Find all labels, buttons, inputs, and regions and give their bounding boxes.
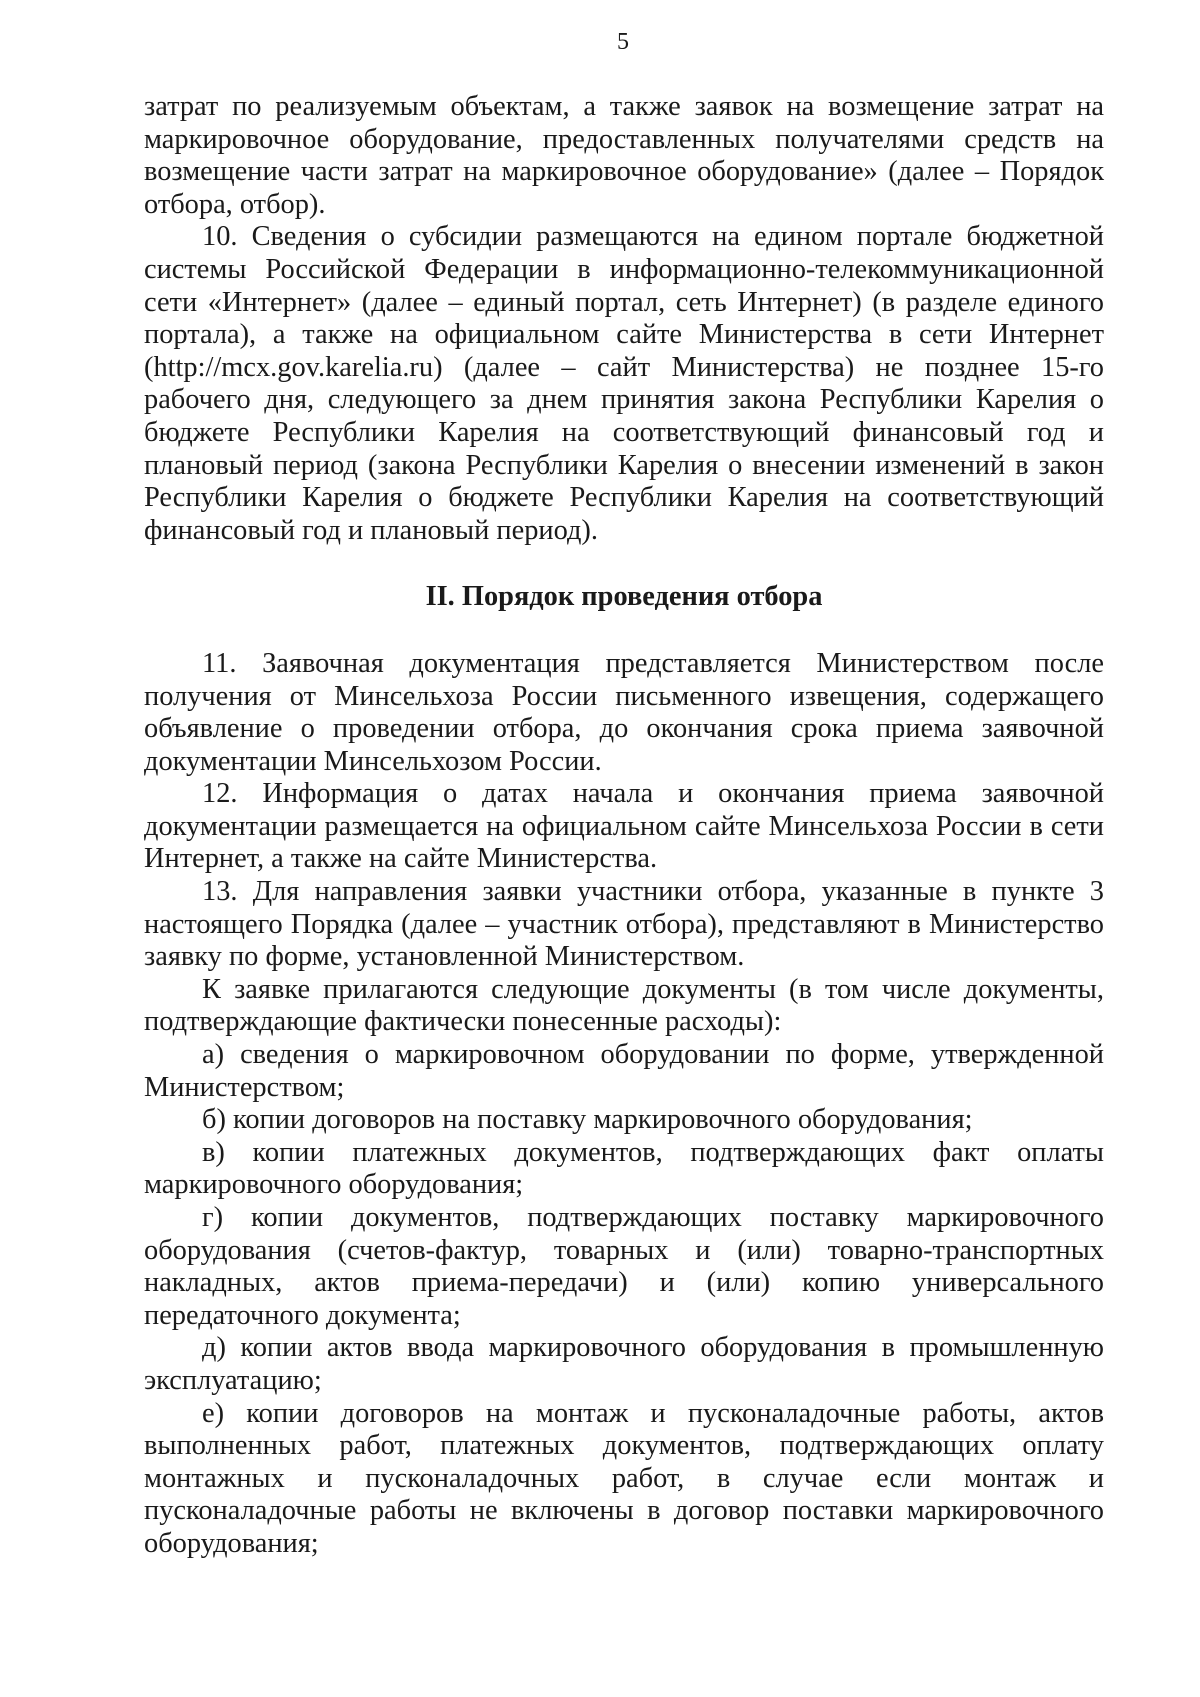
paragraph-10: 10. Сведения о субсидии размещаются на едином портале бюджетной системы Российской Федерации в информационно-телекоммуникационной сети «Интернет» (далее – единый портал, сеть Интернет) (в разделе единого портала), а также на официальном сайте Министерства в сети Интернет (http://mcx.gov.karelia.ru) (далее – сайт Министерства) не позднее 15-го рабочего дня, следующего за днем принятия закона Республики Карелия о бюджете Республики Карелия на соответствующий финансовый год и плановый период (закона Республики Карелия о внесении изменений в закон Республики Карелия о бюджете Республики Карелия на соответствующий финансовый год и плановый период). [144,221,1104,546]
paragraph-11: 11. Заявочная документация представляется Министерством после получения от Минсельхоза России письменного извещения, содержащего объявление о проведении отбора, до окончания срока приема заявочной документации Минсельхозом России. [144,647,1104,777]
paragraph-12: 12. Информация о датах начала и окончания приема заявочной документации размещается на официальном сайте Минсельхоза России в сети Интернет, а также на сайте Министерства. [144,778,1104,875]
list-item-a: а) сведения о маркировочном оборудовании по форме, утвержденной Министерством; [144,1039,1104,1103]
attachments-intro: К заявке прилагаются следующие документы (в том числе документы, подтверждающие фактически понесенные расходы): [144,973,1104,1038]
list-item-v: в) копии платежных документов, подтверждающих факт оплаты маркировочного оборудования; [144,1136,1104,1201]
section-heading: II. Порядок проведения отбора [425,581,823,613]
paragraph-13: 13. Для направления заявки участники отбора, указанные в пункте 3 настоящего Порядка (далее – участник отбора), представляют в Министерство заявку по форме, установленной Министерством. [144,876,1104,973]
paragraph-continuation: затрат по реализуемым объектам, а также заявок на возмещение затрат на маркировочное оборудование, предоставленных получателями средств на возмещение части затрат на маркировочное оборудование» (далее – Порядок отбора, отбор). [144,91,1104,220]
page-number: 5 [617,29,629,55]
document-body [144,91,1104,1561]
list-item-g: г) копии документов, подтверждающих поставку маркировочного оборудования (счетов-фактур, товарных и (или) товарно-транспортных накладных, актов приема-передачи) и (или) копию универсального передаточного документа; [144,1202,1104,1331]
list-item-d: д) копии актов ввода маркировочного оборудования в промышленную эксплуатацию; [144,1332,1104,1396]
list-item-b: б) копии договоров на поставку маркировочного оборудования; [202,1104,973,1136]
list-item-e: е) копии договоров на монтаж и пусконаладочные работы, актов выполненных работ, платежных документов, подтверждающих оплату монтажных и пусконаладочных работ, в случае если монтаж и пусконаладочные работы не включены в договор поставки маркировочного оборудования; [144,1397,1104,1559]
